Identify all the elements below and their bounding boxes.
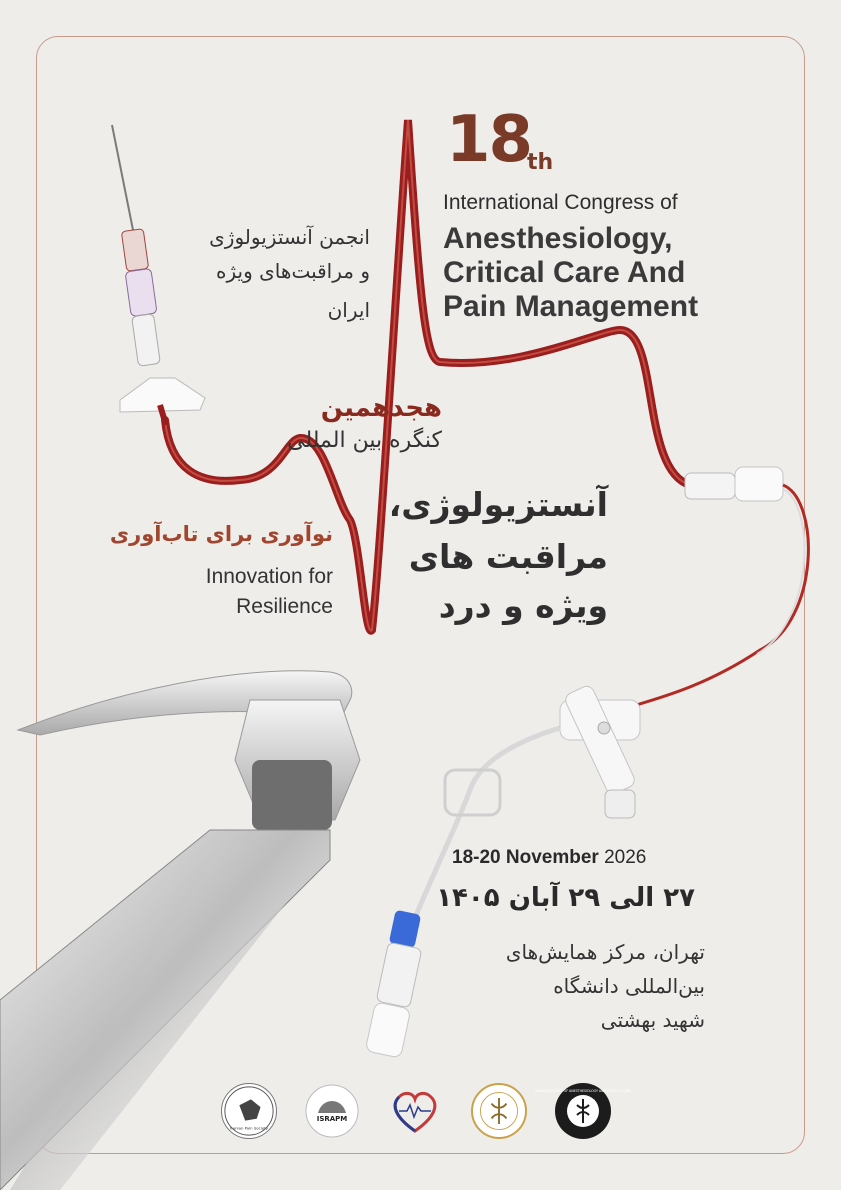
heart-logo	[387, 1083, 443, 1139]
congress-fa-label: کنگره بین المللی	[287, 428, 442, 453]
critical-care-logo	[471, 1083, 527, 1139]
israpm-logo-text: ISRAPM	[316, 1115, 348, 1123]
society-fa-line-1: انجمن آنستزیولوژی	[209, 225, 370, 249]
congress-fa-title-2: مراقبت های	[408, 537, 608, 576]
date-en-range: 18-20 November	[452, 847, 599, 868]
date-en-year: 2026	[604, 847, 647, 868]
ispm-logo	[221, 1083, 277, 1139]
congress-fa-ordinal: هجدهمین	[320, 393, 442, 423]
israpm-logo	[304, 1083, 360, 1139]
venue-fa-line-1: تهران، مرکز همایش‌های	[505, 940, 705, 964]
society-fa-line-2: و مراقبت‌های ویژه	[216, 259, 370, 283]
slogan-fa: نوآوری برای تاب‌آوری	[109, 522, 333, 546]
congress-fa-title-3: ویژه و درد	[438, 586, 608, 625]
stopcock	[560, 684, 640, 818]
date-en	[452, 847, 646, 869]
congress-title-line-2: Critical Care And	[443, 256, 686, 289]
slogan-en-line-1: Innovation for	[205, 565, 333, 588]
society-fa-line-3: ایران	[327, 298, 370, 322]
edition-number: 18	[446, 103, 532, 177]
edition-suffix: th	[527, 150, 554, 175]
isacc-logo	[534, 1083, 632, 1139]
date-fa: ۲۷ الی ۲۹ آبان ۱۴۰۵	[436, 883, 695, 913]
venue-fa-line-2: بین‌المللی دانشگاه	[553, 974, 705, 998]
congress-title-line-1: Anesthesiology,	[443, 222, 673, 255]
slogan-en-line-2: Resilience	[236, 595, 333, 618]
venue-fa-line-3: شهید بهشتی	[600, 1008, 705, 1032]
ispm-logo-text: Iranian Pain Society	[230, 1125, 268, 1131]
congress-intl-line: International Congress of	[443, 191, 678, 214]
congress-title-line-3: Pain Management	[443, 290, 699, 323]
congress-fa-title-1: آنستزیولوژی،	[388, 485, 608, 524]
isacc-logo-text: IRANIAN SOCIETY OF ANESTHESIOLOGY AND CRITICAL CARE	[534, 1089, 632, 1093]
